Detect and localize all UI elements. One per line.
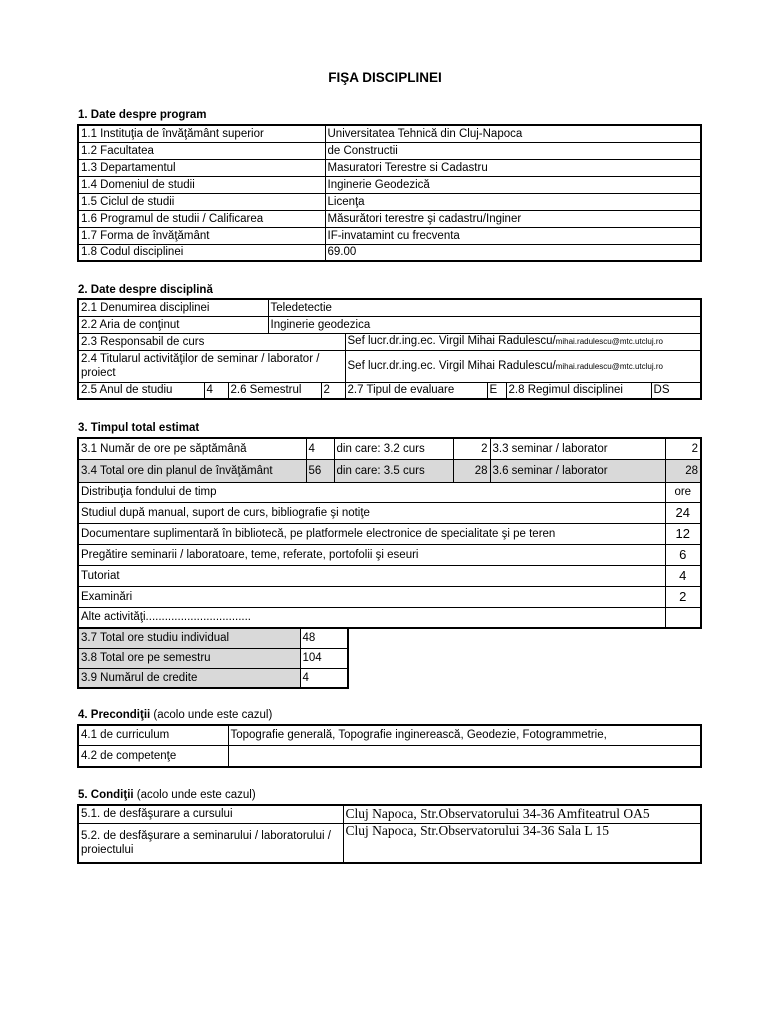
field-label: 1.2 Facultatea [78, 142, 325, 159]
course-label: din care: 3.2 curs [334, 438, 453, 459]
seminar-label: 3.3 seminar / laborator [490, 438, 665, 459]
activity-hours: 24 [665, 502, 701, 523]
table-row [78, 523, 701, 544]
total-label: 3.8 Total ore pe semestru [78, 648, 300, 668]
heading-note: (acolo unde este cazul) [133, 789, 256, 801]
field-value [345, 333, 701, 350]
field-label: 2.4 Titularul activităţilor de seminar / laborator / proiect [78, 350, 345, 382]
section-1-heading: 1. Date despre program [78, 109, 207, 121]
field-value: 69.00 [325, 244, 701, 261]
section-2-heading: 2. Date despre disciplină [78, 284, 213, 296]
table-row [78, 210, 701, 227]
field-label: 1.7 Forma de învăţământ [78, 227, 325, 244]
activity-hours: 4 [665, 565, 701, 586]
field-value: Universitatea Tehnică din Cluj-Napoca [325, 125, 701, 142]
titular-name: Sef lucr.dr.ing.ec. Virgil Mihai Radulescu/ [347, 359, 556, 372]
field-value: Topografie generală, Topografie inginerească, Geodezie, Fotogrammetrie, [228, 725, 701, 745]
field-value: Cluj Napoca, Str.Observatorului 34-36 Sala L 15 [343, 823, 701, 863]
field-label: 4.2 de competenţe [78, 745, 228, 767]
field-value: de Constructii [325, 142, 701, 159]
table-row [78, 125, 701, 142]
total-value: 104 [300, 648, 348, 668]
regime-value: DS [651, 382, 701, 399]
program-table [77, 124, 702, 262]
activity-label: Alte activităţi................................. [78, 607, 665, 628]
total-value: 48 [300, 628, 348, 648]
field-label: 1.6 Programul de studii / Calificarea [78, 210, 325, 227]
hours-week-value: 4 [306, 438, 334, 459]
activity-hours: 12 [665, 523, 701, 544]
field-value [345, 350, 701, 382]
hours-week-label: 3.1 Număr de ore pe săptămână [78, 438, 306, 459]
field-label: 5.1. de desfăşurare a cursului [78, 805, 343, 823]
field-label: 5.2. de desfăşurare a seminarului / laboratorului / proiectului [78, 823, 343, 863]
hours-total-value: 56 [306, 459, 334, 482]
field-value: Cluj Napoca, Str.Observatorului 34-36 Amfiteatrul OA5 [343, 805, 701, 823]
table-row [78, 668, 348, 688]
field-label: 1.3 Departamentul [78, 159, 325, 176]
table-row [78, 159, 701, 176]
seminar-value: 2 [665, 438, 701, 459]
year-label: 2.5 Anul de studiu [78, 382, 204, 399]
field-label: 1.1 Instituţia de învăţământ superior [78, 125, 325, 142]
hours-total-label: 3.4 Total ore din planul de învăţământ [78, 459, 306, 482]
total-label: 3.9 Numărul de credite [78, 668, 300, 688]
table-row [78, 244, 701, 261]
distribution-unit: ore [665, 482, 701, 502]
field-label: 2.3 Responsabil de curs [78, 333, 345, 350]
table-row [78, 142, 701, 159]
heading-bold: 4. Precondiţii [78, 709, 151, 721]
regime-label: 2.8 Regimul disciplinei [506, 382, 651, 399]
section-4-heading [78, 709, 272, 721]
seminar-value: 28 [665, 459, 701, 482]
responsible-name: Sef lucr.dr.ing.ec. Virgil Mihai Radulescu/ [347, 335, 556, 347]
table-row [78, 502, 701, 523]
preconditions-table [77, 724, 702, 768]
heading-note: (acolo unde este cazul) [150, 709, 273, 721]
activity-hours: 6 [665, 544, 701, 565]
table-row [78, 565, 701, 586]
time-table [77, 437, 702, 629]
table-row [78, 227, 701, 244]
field-label: 2.1 Denumirea disciplinei [78, 299, 268, 316]
activity-label: Studiul după manual, suport de curs, bibliografie şi notiţe [78, 502, 665, 523]
table-row [78, 176, 701, 193]
course-value: 28 [453, 459, 490, 482]
field-value: IF-invatamint cu frecventa [325, 227, 701, 244]
field-value: Teledetectie [268, 299, 701, 316]
heading-bold: 5. Condiţii [78, 789, 134, 801]
activity-hours [665, 607, 701, 628]
responsible-email: mihai.radulescu@mtc.utcluj.ro [555, 337, 663, 346]
semester-label: 2.6 Semestrul [228, 382, 321, 399]
field-label: 1.4 Domeniul de studii [78, 176, 325, 193]
activity-label: Tutoriat [78, 565, 665, 586]
discipline-table [77, 298, 702, 400]
table-row [78, 586, 701, 607]
table-row [78, 193, 701, 210]
table-row [78, 607, 701, 628]
table-row [78, 544, 701, 565]
activity-label: Pregătire seminarii / laboratoare, teme, referate, portofolii şi eseuri [78, 544, 665, 565]
seminar-label: 3.6 seminar / laborator [490, 459, 665, 482]
field-value: Măsurători terestre şi cadastru/Inginer [325, 210, 701, 227]
semester-value: 2 [321, 382, 345, 399]
field-label: 1.8 Codul disciplinei [78, 244, 325, 261]
evaluation-label: 2.7 Tipul de evaluare [345, 382, 487, 399]
activity-label: Documentare suplimentară în bibliotecă, pe platformele electronice de specialitate şi pe teren [78, 523, 665, 544]
total-label: 3.7 Total ore studiu individual [78, 628, 300, 648]
table-row [78, 628, 348, 648]
evaluation-value: E [487, 382, 506, 399]
section-5-heading [78, 789, 256, 801]
year-value: 4 [204, 382, 228, 399]
field-value [228, 745, 701, 767]
total-value: 4 [300, 668, 348, 688]
distribution-label: Distribuţia fondului de timp [78, 482, 665, 502]
field-value: Inginerie Geodezică [325, 176, 701, 193]
field-label: 4.1 de curriculum [78, 725, 228, 745]
field-value: Masuratori Terestre si Cadastru [325, 159, 701, 176]
document-title: FIŞA DISCIPLINEI [328, 70, 442, 85]
activity-label: Examinări [78, 586, 665, 607]
table-row [78, 648, 348, 668]
totals-table [77, 627, 349, 689]
section-3-heading: 3. Timpul total estimat [78, 422, 200, 434]
activity-hours: 2 [665, 586, 701, 607]
field-label: 1.5 Ciclul de studii [78, 193, 325, 210]
field-value: Inginerie geodezica [268, 316, 701, 333]
course-value: 2 [453, 438, 490, 459]
field-value: Licenţa [325, 193, 701, 210]
conditions-table [77, 804, 702, 864]
field-label: 2.2 Aria de conţinut [78, 316, 268, 333]
titular-email: mihai.radulescu@mtc.utcluj.ro [555, 361, 663, 371]
course-label: din care: 3.5 curs [334, 459, 453, 482]
